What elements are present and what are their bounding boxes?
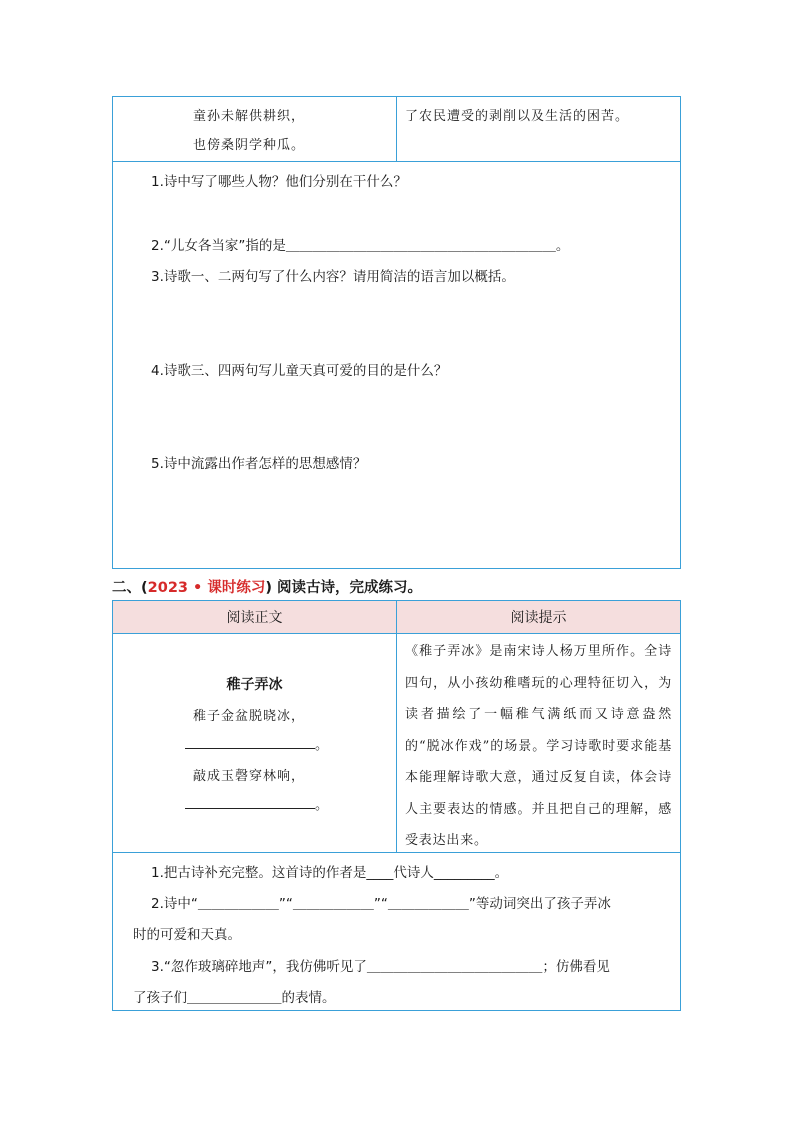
- poem-line-3: 敲成玉磬穿林响，: [193, 769, 306, 784]
- hint-cell: [397, 97, 680, 161]
- section-prefix: 二、(: [112, 580, 148, 596]
- question-3-line-2: 了孩子们＿＿＿＿＿＿＿的表情。: [133, 990, 336, 1006]
- question-2-line-1: 2.诗中“＿＿＿＿＿＿”“＿＿＿＿＿＿”“＿＿＿＿＿＿”等动词突出了孩子弄冰: [151, 896, 611, 912]
- questions-row: [113, 852, 680, 1010]
- reading-hint-text: 《稚子弄冰》是南宋诗人杨万里所作。全诗四句，从小孩幼稚嗜玩的心理特征切入，为读者描绘了一幅稚气满纸而又诗意盎然的“脱冰作戏”的场景。学习诗歌时要求能基本能理解诗歌大意，通过反复自读，体会诗人主要表达的情感。并且把自己的理解，感受表达出来。: [405, 644, 672, 848]
- question-1: 1.把古诗补充完整。这首诗的作者是____代诗人_________。: [151, 865, 509, 881]
- poem-text-cell: [113, 97, 397, 161]
- question-2-line-2: 时的可爱和天真。: [133, 927, 241, 943]
- poem-line-1: 稚子金盆脱晓冰，: [193, 709, 306, 724]
- poem-line: 童孙未解供耕织，: [193, 109, 306, 124]
- question-4: 4.诗歌三、四两句写儿童天真可爱的目的是什么？: [151, 363, 448, 379]
- poem-table-2: [112, 600, 681, 1011]
- questions-row: [113, 161, 680, 568]
- poem-title: 稚子弄冰: [226, 677, 283, 693]
- hint-text: 了农民遭受的剥削以及生活的困苦。: [405, 109, 630, 124]
- section-2-title: [112, 576, 422, 597]
- header-reading-hint: 阅读提示: [510, 610, 567, 626]
- poem-line-4-blank: 。: [185, 794, 329, 813]
- header-reading-text: 阅读正文: [113, 601, 397, 633]
- poem-row: [113, 97, 680, 161]
- section-suffix: ) 阅读古诗，完成练习。: [265, 580, 423, 596]
- table-header: [113, 601, 680, 633]
- question-3-line-1: 3.“忽作玻璃碎地声”，我仿佛听见了＿＿＿＿＿＿＿＿＿＿＿＿＿；仿佛看见: [151, 959, 610, 975]
- question-2: 2.“儿女各当家”指的是＿＿＿＿＿＿＿＿＿＿＿＿＿＿＿＿＿＿＿＿。: [151, 238, 570, 254]
- question-5: 5.诗中流露出作者怎样的思想感情？: [151, 456, 367, 472]
- poem-line: 也傍桑阴学种瓜。: [193, 138, 306, 153]
- poem-cell: [113, 634, 397, 852]
- poem-line-2-blank: 。: [185, 734, 329, 753]
- poem-row: [113, 633, 680, 852]
- question-1: 1.诗中写了哪些人物？他们分别在干什么？: [151, 174, 407, 190]
- question-3: 3.诗歌一、二两句写了什么内容？请用简洁的语言加以概括。: [151, 269, 515, 285]
- poem-table-1: [112, 96, 681, 569]
- section-tag: 2023 • 课时练习: [147, 580, 266, 596]
